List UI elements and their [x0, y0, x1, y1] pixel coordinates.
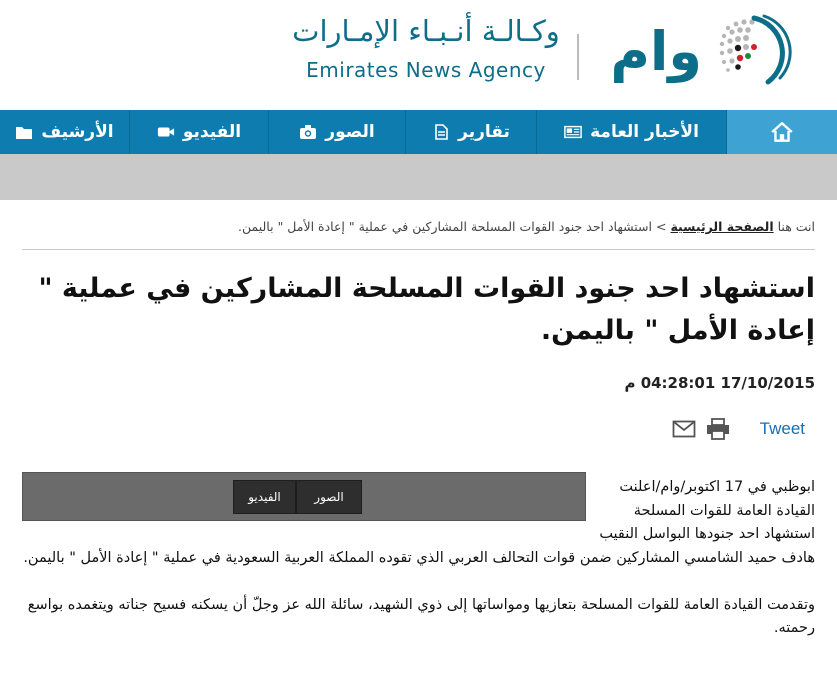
nav-general-news-label: الأخبار العامة [590, 122, 699, 142]
wam-logo[interactable] [610, 12, 792, 92]
folder-icon [15, 124, 33, 140]
nav-reports-label: تقارير [458, 122, 510, 142]
newspaper-icon [564, 124, 582, 140]
nav-home[interactable] [726, 110, 837, 154]
logo-text: وام [610, 20, 702, 83]
article-paragraph: ابوظبي في 17 اكتوبر/وام/اعلنت [619, 479, 815, 495]
home-icon [770, 121, 794, 143]
site-header [0, 0, 837, 110]
tweet-button[interactable]: Tweet [759, 419, 805, 438]
nav-photos-label: الصور [325, 122, 375, 142]
article-datetime: 17/10/2015 04:28:01 م [624, 374, 815, 392]
video-icon [157, 124, 175, 140]
document-icon [432, 124, 450, 140]
nav-archive-label: الأرشيف [41, 122, 114, 142]
globe-logo-icon [708, 10, 792, 94]
article-paragraph: وتقدمت القيادة العامة للقوات المسلحة بتعازيها ومواساتها إلى ذوي الشهيد، سائلة الله عز وجلّ أن يسكنه فسيح جناته ويتغمده بواسع رحمته. [27, 596, 815, 636]
share-bar [672, 416, 805, 442]
breadcrumb-separator: > [655, 219, 667, 234]
divider [22, 249, 815, 250]
tab-video-label: الفيديو [248, 490, 281, 504]
breadcrumb-current: استشهاد احد جنود القوات المسلحة المشاركين في عملية " إعادة الأمل " باليمن. [238, 219, 652, 234]
sub-navigation-bar [0, 154, 837, 200]
breadcrumb [238, 219, 815, 234]
nav-general-news[interactable] [536, 110, 726, 154]
main-navigation [0, 110, 837, 154]
brand-name-english: Emirates News Agency [306, 58, 546, 82]
nav-reports[interactable] [405, 110, 536, 154]
tab-photos-label: الصور [314, 490, 344, 504]
breadcrumb-prefix: انت هنا [777, 219, 815, 234]
article-paragraph: القيادة العامة للقوات المسلحة [633, 502, 815, 519]
nav-archive[interactable] [0, 110, 129, 154]
article-paragraph: استشهاد احد جنودها البواسل النقيب [599, 526, 815, 542]
brand-name-arabic: وكـالـة أنـبـاء الإمـارات [292, 14, 560, 48]
header-divider [577, 34, 579, 80]
email-icon[interactable] [672, 420, 696, 438]
nav-video-label: الفيديو [182, 122, 242, 142]
nav-photos[interactable] [268, 110, 405, 154]
nav-video[interactable] [129, 110, 268, 154]
article-paragraph: هادف حميد الشامسي المشاركين ضمن قوات التحالف العربي الذي تقوده المملكة العربية السعودية في عملية " إعادة الأمل " باليمن. [23, 549, 815, 566]
article-title: استشهاد احد جنود القوات المسلحة المشاركين في عملية " إعادة الأمل " باليمن. [38, 273, 815, 346]
breadcrumb-home-link[interactable]: الصفحة الرئيسية [670, 219, 774, 234]
camera-icon [299, 124, 317, 140]
paragraph-gap [22, 570, 815, 594]
article-body [22, 476, 815, 641]
print-icon[interactable] [706, 418, 730, 440]
